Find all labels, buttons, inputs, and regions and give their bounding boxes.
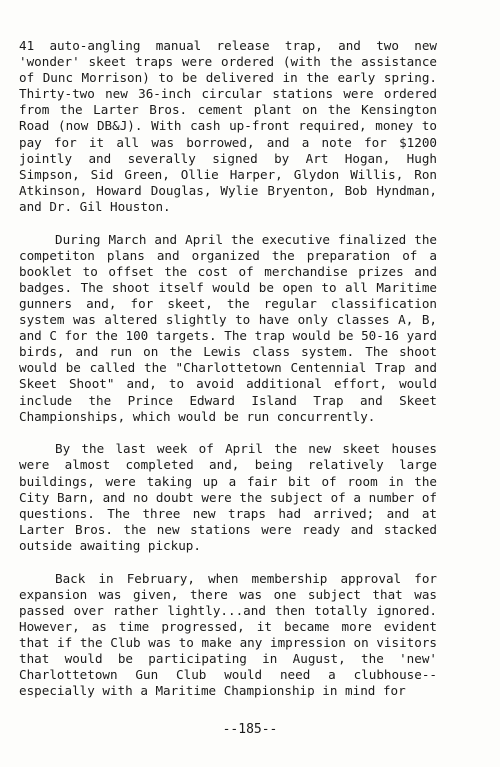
page-number: --185--	[222, 722, 278, 737]
paragraph-3: By the last week of April the new skeet houses were almost completed and, being relatively large buildings, were taking up a fair bit of room in the City Barn, and no doubt were the subject of a number of questions. The three new traps had arrived; and at Larter Bros. the new stations were ready and stacked outside awaiting pickup.	[19, 441, 437, 553]
paragraph-4: Back in February, when membership approval for expansion was given, there was one subject that was passed over rather lightly...and then totally ignored. However, as time progressed, it became more evident that if the Club was to make any impression on visitors that would be participating in August, the 'new' Charlottetown Gun Club would need a clubhouse--especially with a Maritime Championship in mind for	[19, 570, 437, 699]
paragraph-1: 41 auto-angling manual release trap, and two new 'wonder' skeet traps were ordered (with the assistance of Dunc Morrison) to be delivered in the early spring. Thirty-two new 36-inch circular stations were ordered from the Larter Bros. cement plant on the Kensington Road (now DB&J). With cash up-front required, money to pay for it all was borrowed, and a note for $1200 jointly and severally signed by Art Hogan, Hugh Simpson, Sid Green, Ollie Harper, Glydon Willis, Ron Atkinson, Howard Douglas, Wylie Bryenton, Bob Hyndman, and Dr. Gil Houston.	[19, 38, 437, 214]
paragraph-2: During March and April the executive finalized the competiton plans and organized the preparation of a booklet to offset the cost of merchandise prizes and badges. The shoot itself would be open to all Maritime gunners and, for skeet, the regular classification system was altered slightly to have only classes A, B, and C for the 100 targets. The trap would be 50-16 yard birds, and run on the Lewis class system. The shoot would be called the "Charlottetown Centennial Trap and Skeet Shoot" and, to avoid additional effort, would include the Prince Edward Island Trap and Skeet Championships, which would be run concurrently.	[19, 231, 437, 424]
body-text	[19, 38, 437, 716]
